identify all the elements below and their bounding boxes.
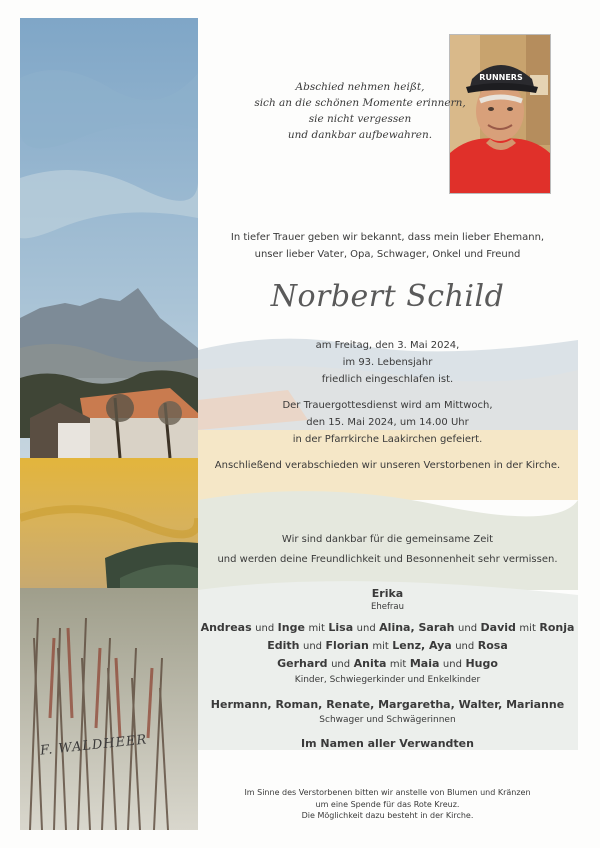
family-member: Andreas: [200, 621, 252, 634]
thanks-message: [200, 530, 575, 570]
family-list: [200, 586, 575, 737]
cap-text: RUNNERS: [479, 73, 523, 82]
family-member: Gerhard: [277, 657, 328, 670]
family-member: Inge: [277, 621, 305, 634]
poem-line: sich an die schönen Momente erinnern,: [254, 97, 466, 109]
family-member: Ronja: [539, 621, 575, 634]
conjunction: mit: [389, 659, 407, 670]
family-line-1: [200, 619, 575, 637]
announcement-intro: [200, 229, 575, 263]
death-line: friedlich eingeschlafen ist.: [321, 374, 454, 385]
death-line: am Freitag, den 3. Mai 2024,: [315, 340, 460, 351]
thanks-line: Wir sind dankbar für die gemeinsame Zeit: [281, 534, 494, 545]
poem: [200, 79, 520, 143]
conjunction: und: [356, 623, 376, 634]
conjunction: und: [331, 659, 351, 670]
family-member: Lenz, Aya: [392, 639, 452, 652]
conjunction: und: [442, 659, 462, 670]
poem-line: sie nicht vergessen: [308, 113, 412, 125]
family-member: Florian: [325, 639, 369, 652]
spouse-role: Ehefrau: [370, 602, 405, 612]
family-member: Maia: [409, 657, 440, 670]
artist-signature: F. WALDHEER: [39, 732, 149, 759]
deceased-name: Norbert Schild: [270, 279, 505, 314]
family-member: Rosa: [477, 639, 508, 652]
funeral-service-details: [200, 397, 575, 448]
closing-line: Im Namen aller Verwandten: [301, 737, 474, 750]
intro-line: unser lieber Vater, Opa, Schwager, Onkel und Freund: [254, 249, 521, 260]
thanks-line: und werden deine Freundlichkeit und Besonnenheit sehr vermissen.: [217, 554, 558, 565]
poem-line: und dankbar aufbewahren.: [287, 129, 433, 141]
intro-line: In tiefer Trauer geben wir bekannt, dass mein lieber Ehemann,: [230, 232, 545, 243]
children-role: Kinder, Schwiegerkinder und Enkelkinder: [294, 675, 481, 685]
poem-line: Abschied nehmen heißt,: [295, 81, 425, 93]
conjunction: und: [255, 623, 275, 634]
family-member: Anita: [353, 657, 387, 670]
conjunction: mit: [372, 641, 389, 652]
service-line: in der Pfarrkirche Laakirchen gefeiert.: [292, 434, 483, 445]
conjunction: mit: [519, 623, 536, 634]
death-details: [200, 337, 575, 388]
family-member: Lisa: [328, 621, 354, 634]
family-member: Alina, Sarah: [379, 621, 455, 634]
service-line: den 15. Mai 2024, um 14.00 Uhr: [306, 417, 469, 428]
inlaws-names: Hermann, Roman, Renate, Margaretha, Walter, Marianne: [210, 698, 565, 711]
watercolor-painting: [20, 18, 198, 830]
conjunction: mit: [308, 623, 325, 634]
conjunction: und: [455, 641, 475, 652]
death-line: im 93. Lebensjahr: [342, 357, 433, 368]
note-line: um eine Spende für das Rote Kreuz.: [315, 799, 460, 809]
donation-note: [200, 787, 575, 822]
conjunction: und: [458, 623, 478, 634]
conjunction: und: [303, 641, 323, 652]
family-line-2: [200, 637, 575, 655]
farewell-note: Anschließend verabschieden wir unseren Verstorbenen in der Kirche.: [214, 460, 561, 471]
family-member: Edith: [267, 639, 300, 652]
family-member: Hugo: [465, 657, 498, 670]
family-line-3: [200, 655, 575, 673]
inlaws-role: Schwager und Schwägerinnen: [319, 715, 456, 725]
service-line: Der Trauergottesdienst wird am Mittwoch,: [282, 400, 493, 411]
note-line: Die Möglichkeit dazu besteht in der Kirche.: [301, 811, 474, 820]
family-member: David: [480, 621, 516, 634]
spouse-name: Erika: [371, 587, 404, 600]
note-line: Im Sinne des Verstorbenen bitten wir anstelle von Blumen und Kränzen: [244, 788, 531, 797]
